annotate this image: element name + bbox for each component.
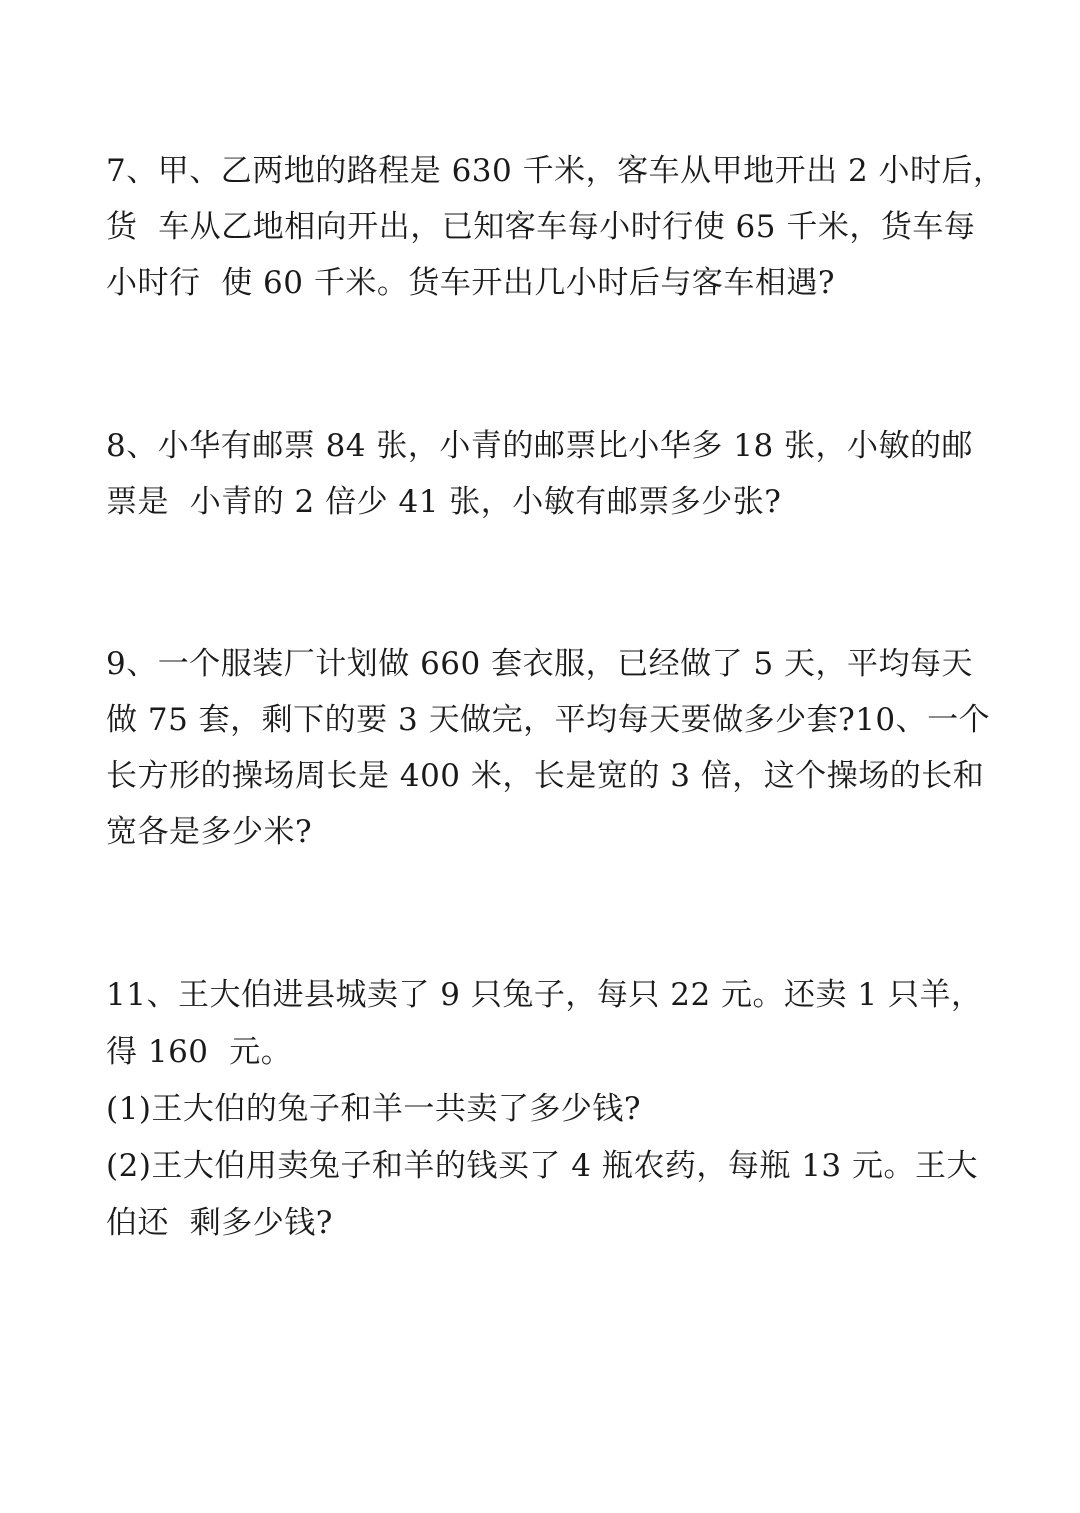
problem-line: 11、王大伯进县城卖了 9 只兔子，每只 22 元。还卖 1 只羊，	[106, 977, 983, 1013]
problem-11	[106, 967, 983, 1252]
problem-line: 长方形的操场周长是 400 米，长是宽的 3 倍，这个操场的长和	[106, 758, 985, 794]
problem-line: 9、一个服装厂计划做 660 套衣服，已经做了 5 天，平均每天	[106, 646, 974, 682]
problem-9	[106, 636, 991, 860]
problem-line: 宽各是多少米?	[106, 814, 313, 850]
problem-line: 做 75 套，剩下的要 3 天做完，平均每天要做多少套?10、一个	[106, 702, 991, 738]
problem-line: 货 车从乙地相向开出，已知客车每小时行使 65 千米，货车每	[106, 209, 976, 245]
problem-line: 8、小华有邮票 84 张，小青的邮票比小华多 18 张，小敏的邮	[106, 428, 974, 464]
problem-line: 伯还 剩多少钱?	[106, 1205, 333, 1241]
sub-question-1: (1)王大伯的兔子和羊一共卖了多少钱?	[106, 1091, 642, 1127]
problem-7	[106, 143, 1005, 311]
problem-8	[106, 418, 976, 530]
problem-line: 票是 小青的 2 倍少 41 张，小敏有邮票多少张?	[106, 484, 782, 520]
problem-line: 得 160 元。	[106, 1034, 293, 1070]
problem-line: 7、甲、乙两地的路程是 630 千米，客车从甲地开出 2 小时后，	[106, 153, 1005, 189]
sub-question-2: (2)王大伯用卖兔子和羊的钱买了 4 瓶农药，每瓶 13 元。王大	[106, 1148, 978, 1184]
problem-line: 小时行 使 60 千米。货车开出几小时后与客车相遇?	[106, 265, 835, 301]
